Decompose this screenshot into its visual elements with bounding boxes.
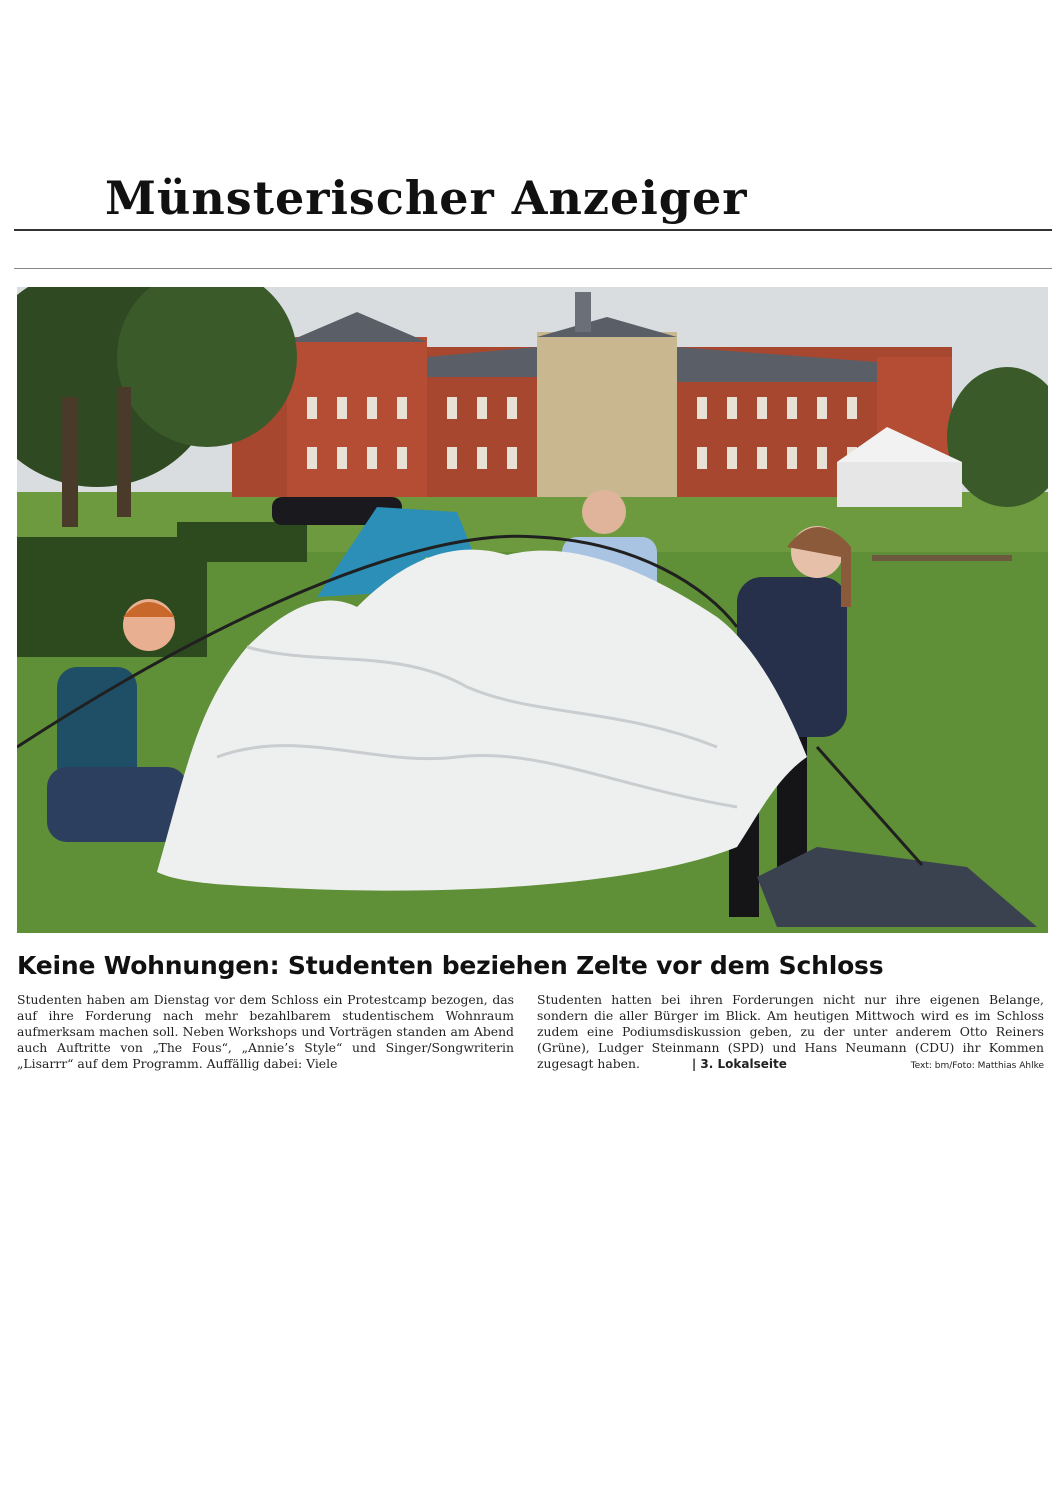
article-column-1 <box>17 992 514 1072</box>
article-text-col1: Studenten haben am Dienstag vor dem Schloss ein Protestcamp bezogen, das auf ihre Forderung nach mehr bezahlbarem studentischem Wohnraum aufmerksam machen soll. Neben Workshops und Vorträgen standen am Abend auch Auftritte von „The Fous“, „Annie’s Style“ und Singer/Songwriterin „Lisarrr“ auf dem Programm. Auffällig dabei: Viele <box>17 992 514 1071</box>
masthead-rule <box>14 229 1052 231</box>
article-photo <box>17 287 1048 933</box>
article-headline: Keine Wohnungen: Studenten beziehen Zelte vor dem Schloss <box>17 951 884 980</box>
newspaper-masthead: Münsterischer Anzeiger <box>105 171 748 225</box>
article-text-col2-body: Studenten hatten bei ihren Forderungen nicht nur ihre eigenen Belange, sondern die aller Bürger im Blick. Am heutigen Mittwoch wird es im Schloss zudem eine Podiumsdiskussion geben, zu der unter anderem Otto Reiners (Grüne), Ludger Steinmann (SPD) und Hans Neumann (CDU) ihr Kommen zugesagt haben. <box>537 992 1044 1071</box>
article-column-2 <box>537 992 1044 1074</box>
section-rule <box>14 268 1052 269</box>
article-text-col2 <box>537 992 1044 1072</box>
photo-credit: Text: bm/Foto: Matthias Ahlke <box>910 1061 1044 1071</box>
page-reference: | 3. Lokalseite <box>691 1057 787 1071</box>
